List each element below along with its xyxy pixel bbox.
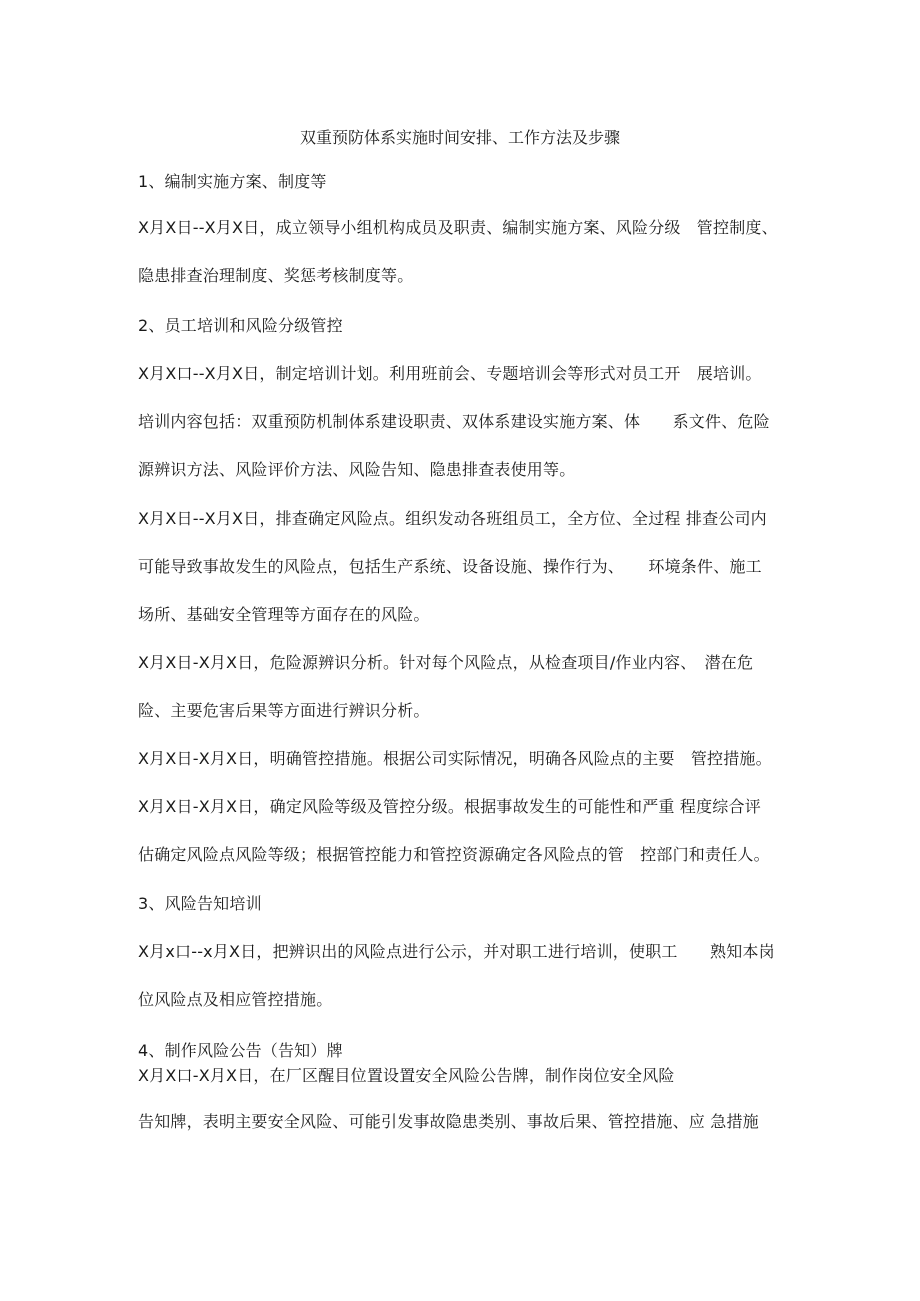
paragraph-line: 可能导致事故发生的风险点，包括生产系统、设备设施、操作行为、 环境条件、施工	[138, 557, 762, 576]
paragraph-line: 源辨识方法、风险评价方法、风险告知、隐患排查表使用等。	[138, 460, 576, 479]
paragraph-line: X月X日-X月X日，危险源辨识分析。针对每个风险点，从检查项目/作业内容、 潜在危	[138, 653, 754, 672]
paragraph-line: 隐患排查治理制度、奖惩考核制度等。	[138, 266, 414, 285]
section-heading-1: 1、编制实施方案、制度等	[138, 172, 327, 191]
paragraph-line: X月X日-X月X日，明确管控措施。根据公司实际情况，明确各风险点的主要 管控措施。	[138, 749, 772, 768]
paragraph-line: X月x口--x月X日，把辨识出的风险点进行公示，并对职工进行培训，使职工 熟知本岗	[138, 942, 775, 961]
document-title: 双重预防体系实施时间安排、工作方法及步骤	[299, 128, 620, 147]
paragraph-line: X月X口-X月X日，在厂区醒目位置设置安全风险公告牌，制作岗位安全风险	[138, 1066, 675, 1085]
paragraph-line: 培训内容包括：双重预防机制体系建设职责、双体系建设实施方案、体 系文件、危险	[138, 412, 770, 431]
paragraph-line: X月X日--X月X日，成立领导小组机构成员及职责、编制实施方案、风险分级 管控制度、	[138, 218, 778, 237]
paragraph-line: X月X日-X月X日，确定风险等级及管控分级。根据事故发生的可能性和严重 程度综合评	[138, 797, 761, 816]
paragraph-line: X月X日--X月X日，排查确定风险点。组织发动各班组员工，全方位、全过程 排查公司内	[138, 509, 767, 528]
paragraph-line: 告知牌，表明主要安全风险、可能引发事故隐患类别、事故后果、管控措施、应 急措施	[138, 1112, 759, 1131]
section-heading-2: 2、员工培训和风险分级管控	[138, 316, 343, 335]
section-heading-4: 4、制作风险公告（告知）牌	[138, 1041, 343, 1060]
paragraph-line: 估确定风险点风险等级；根据管控能力和管控资源确定各风险点的管 控部门和责任人。	[138, 845, 770, 864]
paragraph-line: X月X口--X月X日，制定培训计划。利用班前会、专题培训会等形式对员工开 展培训。	[138, 364, 762, 383]
paragraph-line: 险、主要危害后果等方面进行辨识分析。	[138, 701, 430, 720]
paragraph-line: 位风险点及相应管控措施。	[138, 990, 333, 1009]
paragraph-line: 场所、基础安全管理等方面存在的风险。	[138, 605, 430, 624]
section-heading-3: 3、风险告知培训	[138, 894, 262, 913]
